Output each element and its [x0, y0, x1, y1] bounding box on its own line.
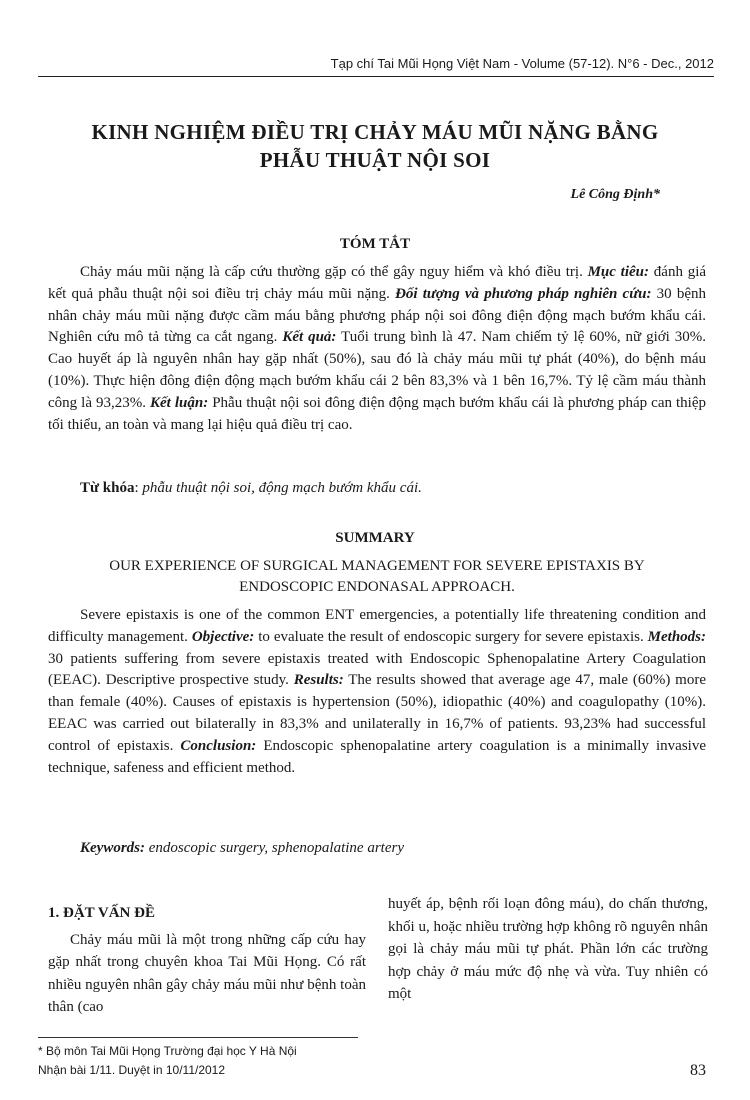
footnote-dates: Nhận bài 1/11. Duyệt in 10/11/2012: [38, 1063, 226, 1077]
en-methods-text: 30 patients suffering from severe epistaxis treated with Endoscopic Sphenopalatine Artery Coagulation (EEAC). Descriptive prospective study.: [48, 650, 706, 689]
vi-results-label: Kết quả:: [282, 329, 337, 346]
footnote-affiliation: * Bộ môn Tai Mũi Họng Trường đại học Y Hà Nội: [38, 1044, 297, 1058]
journal-header: Tạp chí Tai Mũi Họng Việt Nam - Volume (57-12). N°6 - Dec., 2012: [330, 56, 714, 71]
vi-results-text: Tuổi trung bình là 47. Nam chiếm tỷ lệ 60%, nữ giới 30%. Cao huyết áp là nguyên nhân hay gặp nhất (50%), sau đó là chảy máu mũi tự phát (40%), do bệnh máu (10%). Thực hiện đông điện động mạch bướm khẩu cái 2 bên 83,3% và 1 bên 16,7%. Tỷ lệ cầm máu thành công là 93,23%.: [48, 329, 706, 411]
vi-conclusion-label: Kết luận:: [150, 394, 209, 411]
section1-right-text: huyết áp, bệnh rối loạn đông máu), do chấn thương, khối u, hoặc nhiều trường hợp không rõ nguyên nhân gọi là chảy máu mũi tự phát. Phần lớn các trường hợp chảy ở máu mức độ nhẹ và vừa. Tuy nhiên có một: [388, 896, 708, 1002]
footnote-rule: [38, 1037, 358, 1038]
vi-keywords-label: Từ khóa: [80, 480, 135, 496]
vi-keywords-text: phẫu thuật nội soi, động mạch bướm khẩu cái.: [142, 480, 422, 496]
en-methods-label: Methods:: [647, 628, 706, 645]
vi-keywords-colon: :: [134, 480, 143, 496]
en-results-text: The results showed that average age 47, male (60%) more than female (40%). Causes of epistaxis is hypertension (50%), idiopathic (40%) and coagulopathy (10%). EEAC was carried out bilaterally in 83,3% and unilaterally in 16,7% of patients. 93,23% had successful control of epistaxis.: [48, 672, 706, 754]
en-title: [48, 556, 706, 598]
en-intro: Severe epistaxis is one of the common ENT emergencies, a potentially life threatening condition and difficulty management.: [48, 607, 706, 645]
section1-heading: 1. ĐẶT VẤN ĐỀ: [48, 905, 155, 921]
vi-keywords: [48, 478, 706, 500]
vi-intro: Chảy máu mũi nặng là cấp cứu thường gặp có thể gây nguy hiểm và khó điều trị.: [80, 264, 583, 280]
vi-abstract: [48, 262, 706, 436]
en-conclusion-label: Conclusion:: [180, 737, 257, 754]
en-conclusion-text: Endoscopic sphenopalatine artery coagulation is a minimally invasive technique, safeness and efficient method.: [48, 737, 706, 776]
en-objective-text: to evaluate the result of endoscopic surgery for severe epistaxis.: [254, 628, 648, 645]
en-keywords-text: endoscopic surgery, sphenopalatine artery: [145, 840, 404, 856]
author: Lê Công Định*: [570, 187, 660, 202]
vi-methods-text: 30 bệnh nhân chảy máu mũi nặng được cầm máu bằng phương pháp nội soi đông điện động mạch bướm khẩu cái. Nghiên cứu mô tả từng ca cắt ngang.: [48, 285, 706, 346]
en-abstract: [48, 605, 706, 779]
article-title: [60, 118, 690, 174]
header-rule: [38, 76, 714, 77]
title-line-1: KINH NGHIỆM ĐIỀU TRỊ CHẢY MÁU MŨI NẶNG BẰNG: [91, 120, 659, 144]
title-line-2: PHẪU THUẬT NỘI SOI: [259, 148, 491, 172]
page-number: 83: [690, 1062, 706, 1079]
en-objective-label: Objective:: [191, 628, 255, 645]
en-results-label: Results:: [293, 672, 344, 689]
vi-objective-label: Mục tiêu:: [587, 264, 650, 280]
vi-conclusion-text: Phẫu thuật nội soi đông điện động mạch bướm khẩu cái là phương pháp can thiệp tối thiểu, an toàn và mang lại hiệu quả điều trị cao.: [48, 394, 706, 433]
en-title-line-1: OUR EXPERIENCE OF SURGICAL MANAGEMENT FOR SEVERE EPISTAXIS BY: [109, 558, 645, 574]
section1-left-text: Chảy máu mũi là một trong những cấp cứu hay gặp nhất trong chuyên khoa Tai Mũi Họng. Có rất nhiều nguyên nhân gây chảy máu mũi như bệnh toàn thân (cao: [48, 931, 366, 1015]
vi-objective-text: đánh giá kết quả phẫu thuật nội soi điều trị chảy máu mũi nặng.: [48, 264, 707, 302]
en-keywords: [48, 838, 706, 860]
footnote: [38, 1042, 297, 1080]
en-title-line-2: ENDOSCOPIC ENDONASAL APPROACH.: [239, 579, 515, 595]
en-keywords-label: Keywords:: [80, 840, 145, 856]
section1-left-column: [48, 902, 366, 1019]
vi-abstract-heading: TÓM TẮT: [339, 236, 411, 252]
en-summary-heading: SUMMARY: [335, 530, 415, 546]
vi-methods-label: Đối tượng và phương pháp nghiên cứu:: [395, 285, 652, 302]
section1-right-column: [388, 893, 708, 1006]
